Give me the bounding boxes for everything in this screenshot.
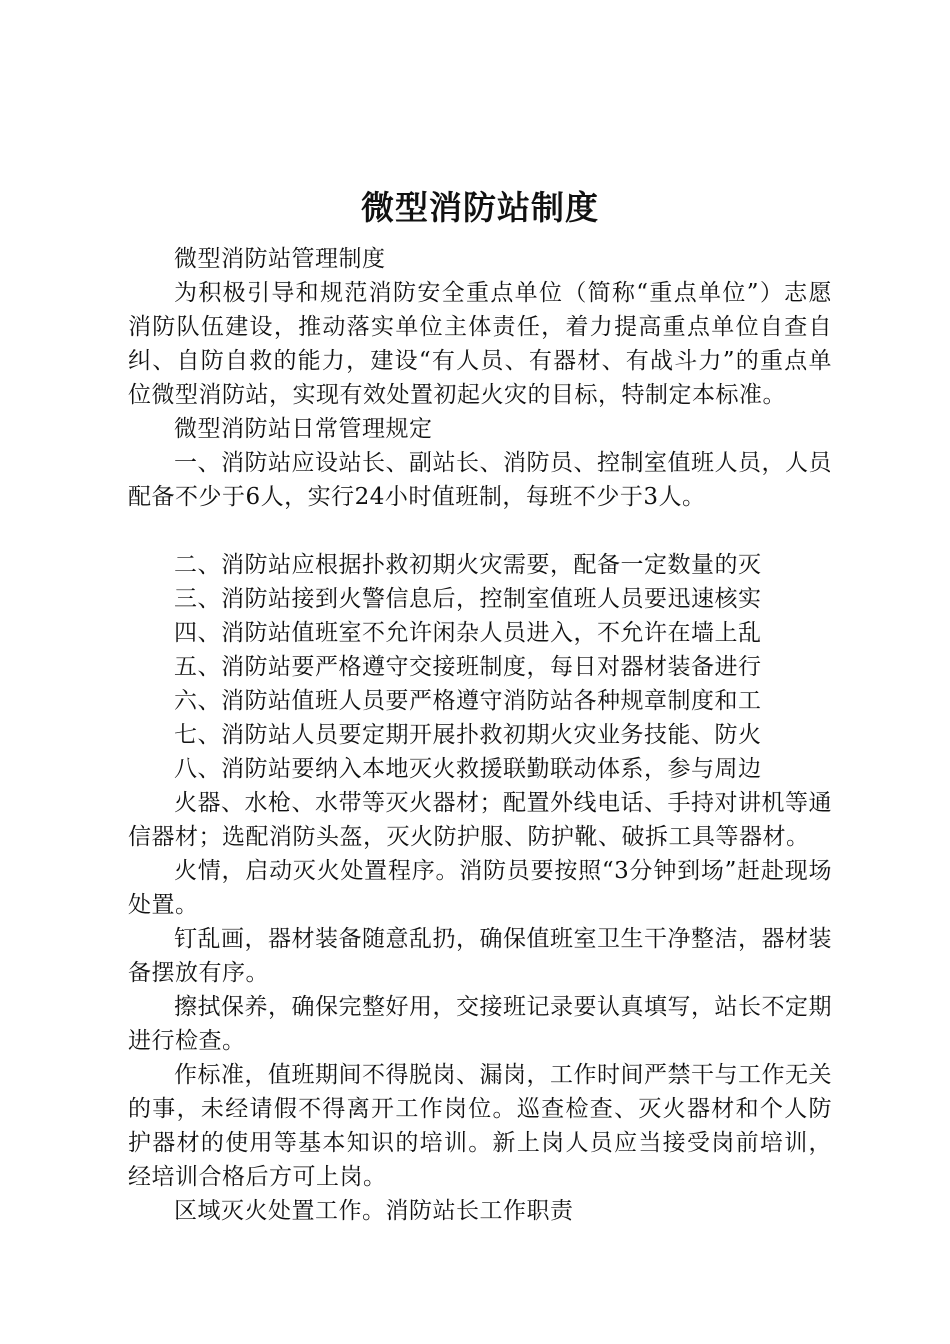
document-title: 微型消防站制度 xyxy=(361,188,599,227)
paragraph: 八、消防站要纳入本地灭火救援联勤联动体系，参与周边 xyxy=(174,756,762,782)
paragraph: 擦拭保养，确保完整好用，交接班记录要认真填写，站长不定期进行检查。 xyxy=(128,994,832,1054)
paragraph: 五、消防站要严格遵守交接班制度，每日对器材装备进行 xyxy=(174,654,762,680)
paragraph: 火情，启动灭火处置程序。消防员要按照“3分钟到场”赶赴现场处置。 xyxy=(128,858,832,918)
paragraph: 二、消防站应根据扑救初期火灾需要，配备一定数量的灭 xyxy=(174,552,762,578)
section-heading: 微型消防站日常管理规定 xyxy=(174,416,433,442)
paragraph: 六、消防站值班人员要严格遵守消防站各种规章制度和工 xyxy=(174,688,762,714)
blank-line xyxy=(128,514,832,548)
paragraph: 七、消防站人员要定期开展扑救初期火灾业务技能、防火 xyxy=(174,722,762,748)
paragraph: 四、消防站值班室不允许闲杂人员进入，不允许在墙上乱 xyxy=(174,620,762,646)
paragraph: 火器、水枪、水带等灭火器材；配置外线电话、手持对讲机等通信器材；选配消防头盔，灭火防护服、防护靴、破拆工具等器材。 xyxy=(128,790,832,850)
paragraph: 为积极引导和规范消防安全重点单位（简称“重点单位”）志愿消防队伍建设，推动落实单位主体责任，着力提高重点单位自查自纠、自防自救的能力，建设“有人员、有器材、有战斗力”的重点单位微型消防站，实现有效处置初起火灾的目标，特制定本标准。 xyxy=(128,280,832,408)
document-body xyxy=(128,242,832,1228)
section-heading: 微型消防站管理制度 xyxy=(174,246,386,272)
paragraph: 作标准，值班期间不得脱岗、漏岗，工作时间严禁干与工作无关的事，未经请假不得离开工作岗位。巡查检查、灭火器材和个人防护器材的使用等基本知识的培训。新上岗人员应当接受岗前培训，经培训合格后方可上岗。 xyxy=(128,1062,832,1190)
paragraph: 三、消防站接到火警信息后，控制室值班人员要迅速核实 xyxy=(174,586,762,612)
paragraph: 区域灭火处置工作。消防站长工作职责 xyxy=(174,1198,574,1224)
paragraph: 一、消防站应设站长、副站长、消防员、控制室值班人员，人员配备不少于6人，实行24小时值班制，每班不少于3人。 xyxy=(128,450,832,510)
document-page xyxy=(128,182,832,1228)
paragraph: 钉乱画，器材装备随意乱扔，确保值班室卫生干净整洁，器材装备摆放有序。 xyxy=(128,926,832,986)
